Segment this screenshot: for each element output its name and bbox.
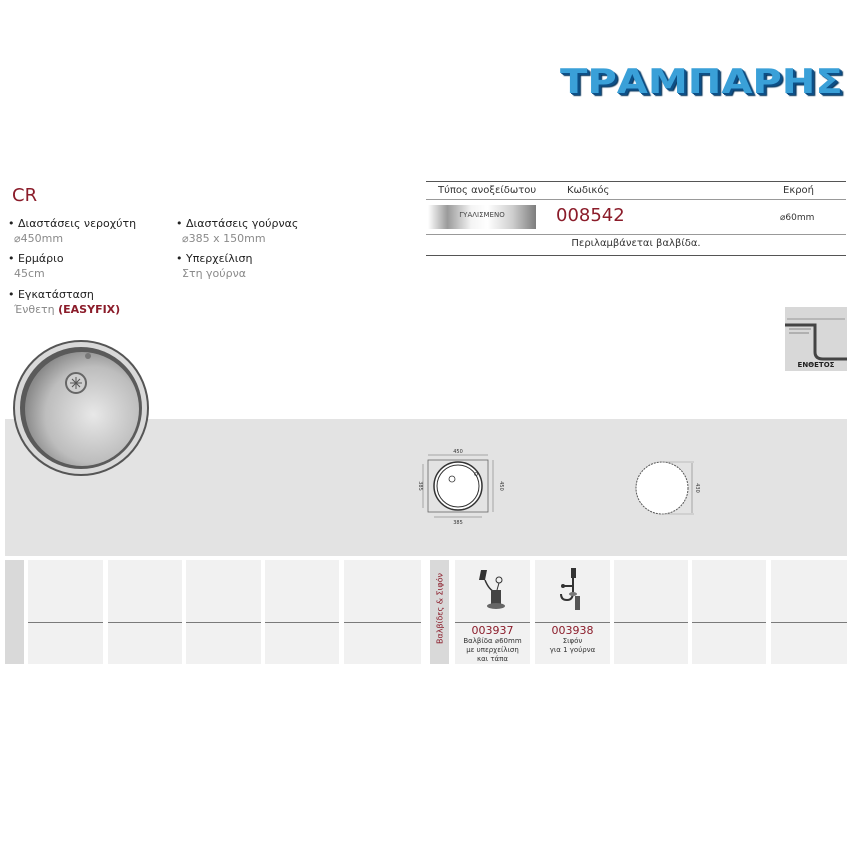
accessory-slot-empty (28, 560, 103, 664)
brand-logo: ΤΡΑΜΠΑΡΗΣ (560, 62, 843, 102)
siphon-icon (555, 566, 589, 614)
header-drain: Εκροή (783, 185, 815, 196)
install-badge (785, 307, 847, 371)
spec-label: • Διαστάσεις νεροχύτη (8, 217, 137, 230)
plan-drawing (414, 446, 504, 526)
accessory-desc-line3: και τάπα (477, 655, 508, 663)
cutout-drawing (634, 460, 698, 516)
accessory-slot-empty (265, 560, 339, 664)
table-top-rule (426, 181, 846, 182)
accessory-slot-empty (344, 560, 421, 664)
included-note: Περιλαμβάνεται βαλβίδα. (571, 238, 701, 249)
table-bottom-rule (426, 255, 846, 256)
spec-label: • Διαστάσεις γούρνας (176, 217, 299, 230)
spec-value-prefix: Ένθετη (14, 303, 59, 316)
spec-bowl-dimensions (176, 217, 298, 245)
accessory-code: 003938 (551, 624, 594, 637)
accessory-slot-empty (692, 560, 766, 664)
accessory-category-tab (430, 560, 449, 664)
dim-cutout: 430 (694, 483, 700, 493)
install-badge-label: ΕΝΘΕΤΟΣ (797, 361, 835, 369)
spec-sink-dimensions (8, 217, 136, 245)
spec-value: ⌀385 x 150mm (182, 232, 266, 245)
accessory-desc-line2: για 1 γούρνα (549, 646, 596, 654)
sink-photo (12, 339, 150, 477)
spec-value: ⌀450mm (14, 232, 64, 245)
header-code: Κωδικός (567, 185, 610, 196)
spec-value (14, 303, 120, 316)
valve-icon (475, 566, 509, 614)
spec-value: 45cm (14, 267, 45, 280)
spec-installation (8, 288, 120, 316)
header-type: Τύπος ανοξείδωτου (438, 185, 537, 196)
product-code: 008542 (556, 205, 625, 226)
table-row-rule (426, 234, 846, 235)
dim-bottom: 385 (453, 520, 463, 526)
table-header-rule (426, 199, 846, 200)
spec-value: Στη γούρνα (182, 267, 247, 280)
accessory-slot-empty (614, 560, 688, 664)
accessory-code: 003937 (471, 624, 514, 637)
drain-size: ⌀60mm (780, 213, 815, 223)
dim-right: 450 (498, 481, 504, 491)
accessory-desc-line1: Βαλβίδα ⌀60mm (463, 637, 522, 645)
accessory-item[interactable] (455, 560, 530, 664)
spec-label: • Εγκατάσταση (8, 288, 94, 301)
accessory-slot-empty (108, 560, 182, 664)
accessory-desc-line1: Σιφόν (562, 637, 583, 645)
accessory-desc-line2: με υπερχείλιση (466, 646, 519, 654)
spec-value-emphasis: (EASYFIX) (58, 303, 121, 316)
accessory-slot-empty (186, 560, 261, 664)
left-side-tab (5, 560, 24, 664)
accessory-slot-empty (771, 560, 847, 664)
spec-label: • Υπερχείλιση (176, 252, 253, 265)
accessory-item[interactable] (535, 560, 610, 664)
accessory-category-label: Βαλβίδες & Σιφόν (435, 573, 445, 644)
finish-badge-label: ΓΥΑΛΙΣΜΕΝΟ (459, 211, 505, 219)
finish-swatch (428, 205, 536, 229)
dim-top: 450 (453, 449, 463, 455)
spec-label: • Ερμάριο (8, 252, 64, 265)
dim-left: 385 (417, 481, 423, 491)
spec-overflow (176, 252, 252, 280)
spec-cabinet (8, 252, 64, 280)
inset-install-icon (785, 307, 847, 359)
model-title: CR (12, 185, 38, 206)
